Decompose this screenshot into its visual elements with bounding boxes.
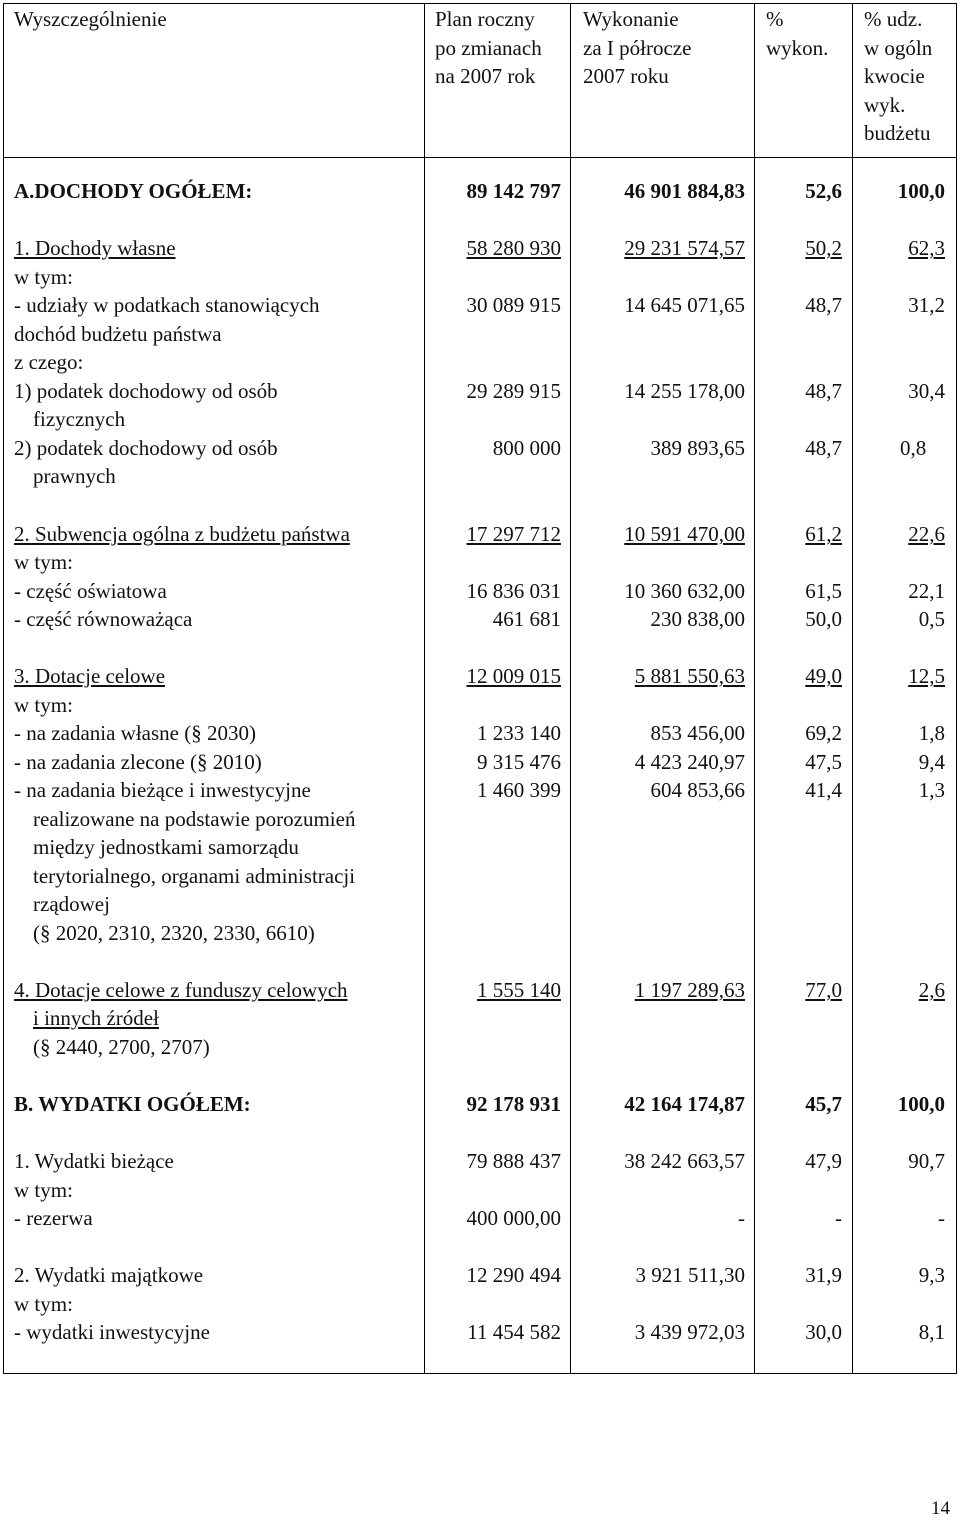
cell-share: 8,1	[918, 1320, 945, 1344]
row-label-pit: 1) podatek dochodowy od osób	[14, 379, 278, 403]
cell-share: 31,2	[908, 293, 945, 317]
page-number: 14	[931, 1498, 950, 1519]
row-label-grants: 3. Dotacje celowe	[14, 664, 166, 688]
cell-execution: 14 255 178,00	[624, 379, 745, 403]
cell-percent: 30,0	[805, 1320, 842, 1344]
row-label-own-income: 1. Dochody własne	[14, 236, 176, 260]
cell-plan: 92 178 931	[466, 1092, 561, 1116]
row-label-agreements-cont: terytorialnego, organami administracji	[33, 864, 356, 888]
cell-share: -	[938, 1206, 945, 1230]
cell-percent: 41,4	[805, 778, 842, 802]
cell-percent: 48,7	[805, 379, 842, 403]
cell-percent: 31,9	[805, 1263, 842, 1287]
column-divider	[424, 3, 425, 1374]
cell-percent: 45,7	[805, 1092, 842, 1116]
row-label-agreements-cont: rządowej	[33, 892, 110, 916]
cell-execution: 42 164 174,87	[624, 1092, 745, 1116]
cell-execution: 604 853,66	[650, 778, 745, 802]
cell-execution: 5 881 550,63	[634, 664, 745, 688]
row-label-agreements: - na zadania bieżące i inwestycyjne	[14, 778, 311, 802]
row-label-cit: 2) podatek dochodowy od osób	[14, 436, 278, 460]
cell-plan: 79 888 437	[466, 1149, 561, 1173]
row-label-education: - część oświatowa	[14, 579, 167, 603]
cell-plan: 9 315 476	[477, 750, 561, 774]
row-label-cit-cont: prawnych	[33, 464, 116, 488]
cell-share: 100,0	[897, 179, 945, 203]
cell-share: 22,1	[908, 579, 945, 603]
header-description: Wyszczególnienie	[14, 7, 167, 31]
cell-share: 90,7	[908, 1149, 945, 1173]
cell-percent: 48,7	[805, 293, 842, 317]
row-label-including: w tym:	[14, 693, 73, 717]
cell-percent: 61,5	[805, 579, 842, 603]
cell-execution: 230 838,00	[650, 607, 745, 631]
cell-plan: 30 089 915	[466, 293, 561, 317]
row-label-agreements-cont: między jednostkami samorządu	[33, 835, 299, 859]
row-label-tax-shares: - udziały w podatkach stanowiących	[14, 293, 320, 317]
cell-plan: 12 009 015	[466, 664, 561, 688]
row-label-current-expenditure: 1. Wydatki bieżące	[14, 1149, 174, 1173]
cell-share: 1,3	[918, 778, 945, 802]
header-percent-executed: % wykon.	[766, 7, 829, 60]
cell-share: 62,3	[908, 236, 945, 260]
row-label-income-total: A.DOCHODY OGÓŁEM:	[14, 179, 253, 203]
row-label-investment: - wydatki inwestycyjne	[14, 1320, 210, 1344]
cell-share: 9,4	[918, 750, 945, 774]
row-label-fund-grants-cont: (§ 2440, 2700, 2707)	[33, 1035, 210, 1059]
cell-execution: -	[738, 1206, 745, 1230]
column-divider	[570, 3, 571, 1374]
cell-execution: 853 456,00	[650, 721, 745, 745]
header-share: % udz. w ogóln kwocie wyk. budżetu	[864, 7, 933, 145]
row-label-commissioned-tasks: - na zadania zlecone (§ 2010)	[14, 750, 262, 774]
cell-plan: 1 233 140	[477, 721, 561, 745]
cell-plan: 16 836 031	[466, 579, 561, 603]
cell-percent: -	[835, 1206, 842, 1230]
cell-plan: 1 555 140	[477, 978, 561, 1002]
cell-execution: 10 591 470,00	[624, 522, 745, 546]
cell-execution: 3 921 511,30	[635, 1263, 745, 1287]
row-label-reserve: - rezerwa	[14, 1206, 93, 1230]
row-label-balancing: - część równoważąca	[14, 607, 193, 631]
cell-plan: 461 681	[492, 607, 561, 631]
column-divider	[852, 3, 853, 1374]
cell-percent: 47,9	[805, 1149, 842, 1173]
cell-execution: 3 439 972,03	[634, 1320, 745, 1344]
row-label-subsidy: 2. Subwencja ogólna z budżetu państwa	[14, 522, 350, 546]
cell-percent: 61,2	[805, 522, 842, 546]
row-label-of-which: z czego:	[14, 350, 84, 374]
header-execution: Wykonanie za I półrocze 2007 roku	[583, 7, 692, 88]
row-label-expenditure-total: B. WYDATKI OGÓŁEM:	[14, 1092, 251, 1116]
cell-plan: 17 297 712	[466, 522, 561, 546]
cell-execution: 1 197 289,63	[634, 978, 745, 1002]
cell-plan: 12 290 494	[466, 1263, 561, 1287]
cell-plan: 29 289 915	[466, 379, 561, 403]
cell-plan: 800 000	[492, 436, 561, 460]
cell-execution: 29 231 574,57	[624, 236, 745, 260]
row-label-fund-grants: 4. Dotacje celowe z funduszy celowych	[14, 978, 348, 1002]
cell-share: 9,3	[918, 1263, 945, 1287]
row-label-pit-cont: fizycznych	[33, 407, 126, 431]
cell-percent: 47,5	[805, 750, 842, 774]
cell-percent: 49,0	[805, 664, 842, 688]
cell-percent: 50,2	[805, 236, 842, 260]
cell-share: 1,8	[918, 721, 945, 745]
row-label-fund-grants-cont: i innych źródeł	[33, 1006, 159, 1030]
cell-percent: 50,0	[805, 607, 842, 631]
row-label-including: w tym:	[14, 1292, 73, 1316]
row-label-including: w tym:	[14, 265, 73, 289]
cell-execution: 14 645 071,65	[624, 293, 745, 317]
cell-plan: 400 000,00	[466, 1206, 561, 1230]
cell-plan: 1 460 399	[477, 778, 561, 802]
row-label-including: w tym:	[14, 1178, 73, 1202]
cell-share: 0,5	[918, 607, 945, 631]
cell-percent: 52,6	[805, 179, 842, 203]
cell-percent: 48,7	[805, 436, 842, 460]
cell-plan: 11 454 582	[467, 1320, 561, 1344]
cell-execution: 389 893,65	[650, 436, 745, 460]
cell-share: 30,4	[908, 379, 945, 403]
cell-plan: 58 280 930	[466, 236, 561, 260]
header-plan: Plan roczny po zmianach na 2007 rok	[435, 7, 542, 88]
cell-execution: 10 360 632,00	[624, 579, 745, 603]
cell-share: 100,0	[897, 1092, 945, 1116]
row-label-own-tasks: - na zadania własne (§ 2030)	[14, 721, 256, 745]
cell-share: 0,8	[900, 436, 927, 460]
cell-share: 12,5	[908, 664, 945, 688]
row-label-capital-expenditure: 2. Wydatki majątkowe	[14, 1263, 204, 1287]
cell-plan: 89 142 797	[466, 179, 561, 203]
row-label-agreements-cont: realizowane na podstawie porozumień	[33, 807, 356, 831]
cell-share: 2,6	[918, 978, 945, 1002]
header-divider	[3, 157, 957, 158]
row-label-agreements-cont: (§ 2020, 2310, 2320, 2330, 6610)	[33, 921, 315, 945]
column-divider	[754, 3, 755, 1374]
cell-execution: 46 901 884,83	[624, 179, 745, 203]
cell-execution: 4 423 240,97	[634, 750, 745, 774]
cell-share: 22,6	[908, 522, 945, 546]
cell-percent: 69,2	[805, 721, 842, 745]
cell-execution: 38 242 663,57	[624, 1149, 745, 1173]
row-label-including: w tym:	[14, 550, 73, 574]
cell-percent: 77,0	[805, 978, 842, 1002]
row-label-tax-shares-cont: dochód budżetu państwa	[14, 322, 222, 346]
